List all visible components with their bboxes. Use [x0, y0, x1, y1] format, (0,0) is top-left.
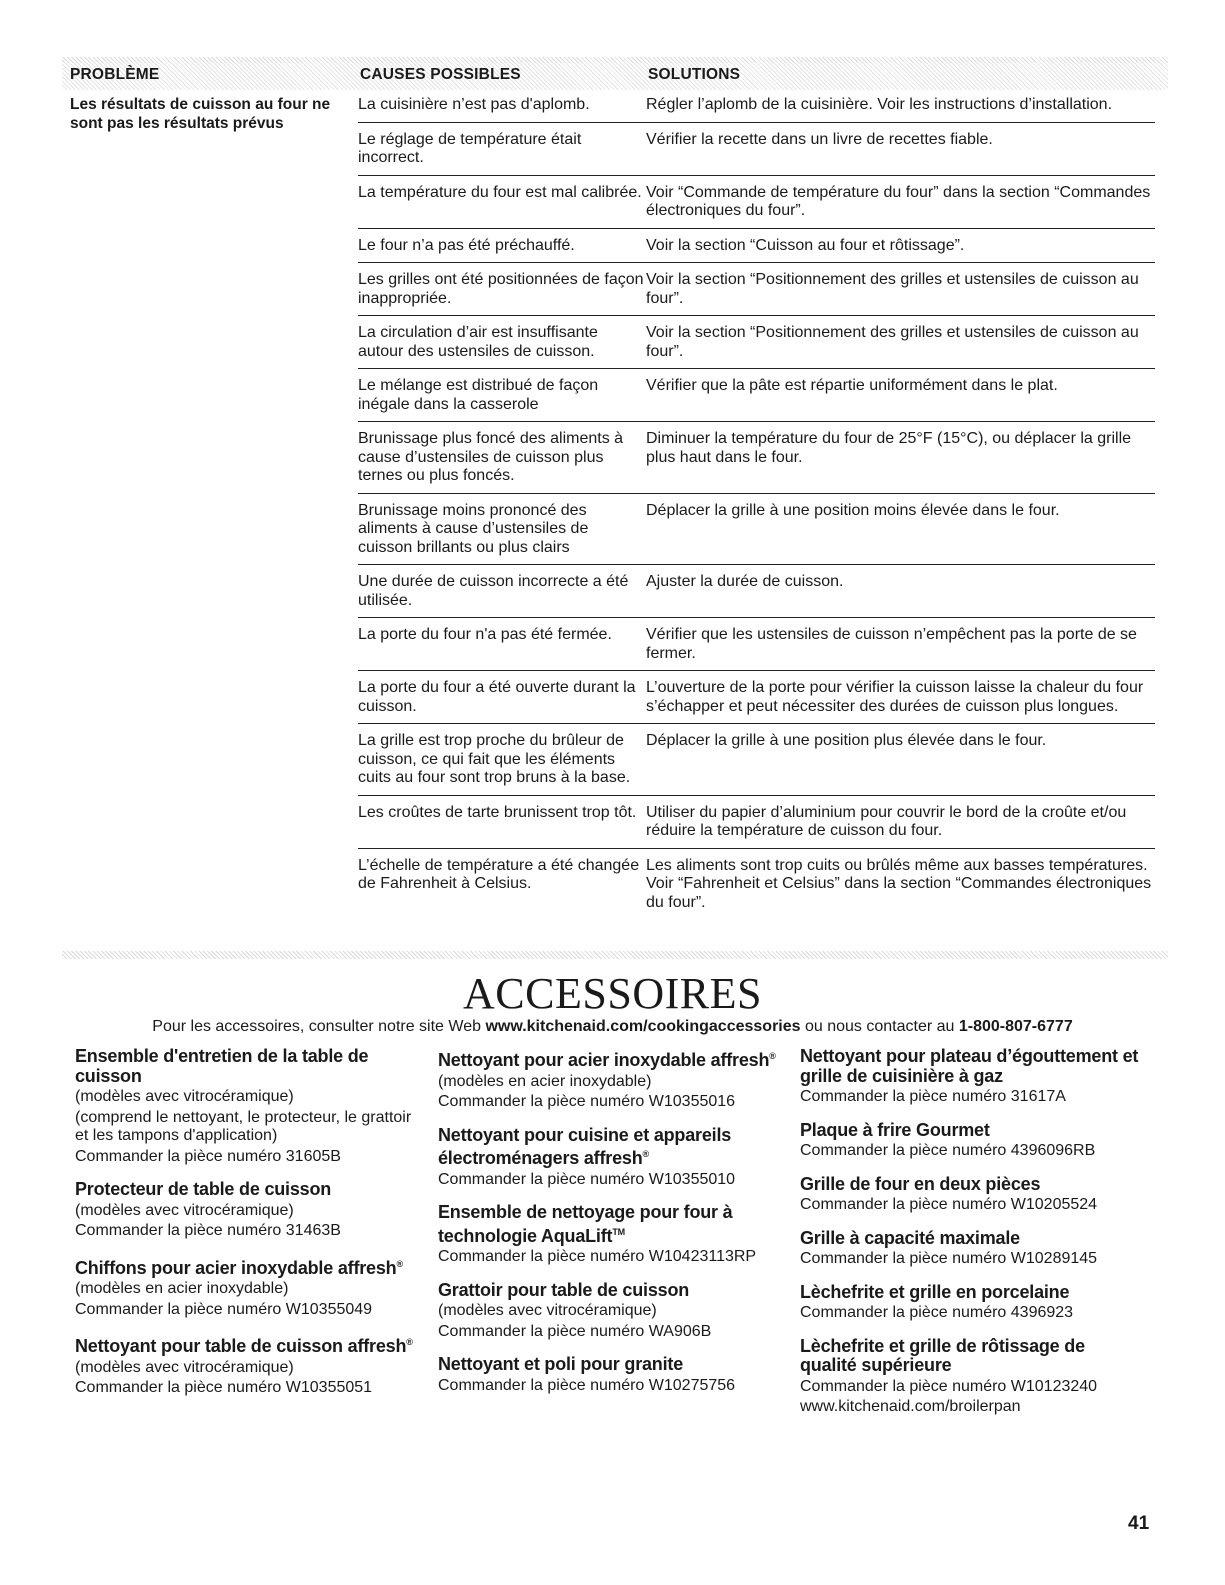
- accessory-item: [800, 1121, 1145, 1161]
- accessories-column-2: [438, 1047, 778, 1409]
- cause-cell: Le mélange est distribué de façon inégale dans la casserole: [358, 377, 599, 413]
- table-row: [358, 565, 1155, 618]
- accessory-title-text: Plaque à frire Gourmet: [800, 1119, 990, 1140]
- accessory-detail: (modèles en acier inoxydable): [438, 1072, 652, 1090]
- solution-cell: Voir la section “Positionnement des grilles et ustensiles de cuisson au four”.: [646, 271, 1139, 307]
- table-row: [358, 724, 1155, 796]
- table-row: [358, 123, 1155, 176]
- accessory-detail: (modèles avec vitrocéramique): [438, 1302, 657, 1319]
- accessory-title-text: Nettoyant pour table de cuisson affresh: [75, 1336, 407, 1356]
- accessory-item: [75, 1180, 415, 1241]
- solution-cell: Déplacer la grille à une position plus élevée dans le four.: [646, 732, 1047, 749]
- accessories-column-1: [75, 1047, 415, 1412]
- accessory-detail: Commander la pièce numéro W10355010: [438, 1170, 736, 1188]
- accessory-title: [438, 1047, 778, 1071]
- accessory-item: [800, 1229, 1145, 1269]
- accessory-title: [800, 1229, 1145, 1249]
- solution-cell: Ajuster la durée de cuisson.: [646, 573, 844, 590]
- cause-cell: Les grilles ont été positionnées de façon inappropriée.: [358, 271, 644, 307]
- accessory-title-text: Lèchefrite et grille en porcelaine: [800, 1281, 1070, 1302]
- accessory-detail: Commander la pièce numéro 31463B: [75, 1222, 341, 1239]
- accessory-detail: Commander la pièce numéro WA906B: [438, 1322, 712, 1340]
- solution-cell: Déplacer la grille à une position moins élevée dans le four.: [646, 501, 1060, 519]
- solution-cell: Voir “Commande de température du four” dans la section “Commandes électroniques du four”.: [646, 183, 1151, 219]
- accessory-title-text: Grattoir pour table de cuisson: [438, 1279, 690, 1300]
- solution-cell: Voir la section “Cuisson au four et rôtissage”.: [646, 236, 965, 254]
- accessory-title: [75, 1047, 415, 1086]
- cause-cell: Brunissage moins prononcé des aliments à cause d’ustensiles de cuisson brillants ou plus clairs: [358, 501, 589, 556]
- cause-cell: Le réglage de température était incorrect.: [358, 130, 582, 166]
- solution-cell: Vérifier que la pâte est répartie uniformément dans le plat.: [646, 377, 1058, 394]
- accessory-title: [438, 1355, 778, 1375]
- accessory-detail: (comprend le nettoyant, le protecteur, le grattoir et les tampons d'application): [75, 1108, 412, 1144]
- accessory-title: [75, 1180, 415, 1200]
- accessory-title-text: Protecteur de table de cuisson: [75, 1179, 332, 1199]
- accessory-detail: Commander la pièce numéro W10123240: [800, 1377, 1098, 1395]
- header-solutions: SOLUTIONS: [648, 66, 741, 83]
- trademark-mark: ®: [642, 1149, 649, 1159]
- accessory-title: [438, 1126, 778, 1169]
- accessory-title: [438, 1281, 778, 1301]
- table-row: [358, 176, 1155, 229]
- accessory-detail: Commander la pièce numéro 31617A: [800, 1088, 1066, 1105]
- cause-cell: Une durée de cuisson incorrecte a été utilisée.: [358, 573, 629, 609]
- accessory-title: [800, 1283, 1145, 1303]
- table-row: [358, 422, 1155, 494]
- solution-cell: Utiliser du papier d’aluminium pour couvrir le bord de la croûte et/ou réduire la température de cuisson du four.: [646, 803, 1127, 839]
- problem-text: Les résultats de cuisson au four ne sont pas les résultats prévus: [70, 96, 331, 132]
- accessory-title: [800, 1121, 1145, 1141]
- cause-cell: La température du four est mal calibrée.: [358, 183, 642, 201]
- table-row: [358, 94, 1155, 123]
- table-row: [358, 229, 1155, 264]
- accessory-detail: Commander la pièce numéro W10289145: [800, 1250, 1098, 1267]
- cause-cell: Le four n’a pas été préchauffé.: [358, 236, 575, 254]
- table-row: [358, 671, 1155, 724]
- solution-cell: Voir la section “Positionnement des grilles et ustensiles de cuisson au four”.: [646, 324, 1139, 360]
- solution-cell: Diminuer la température du four de 25°F (15°C), ou déplacer la grille plus haut dans le four.: [646, 430, 1132, 466]
- accessory-detail: Commander la pièce numéro 4396096RB: [800, 1142, 1096, 1159]
- accessory-detail: (modèles avec vitrocéramique): [75, 1088, 294, 1105]
- accessory-title-text: Nettoyant pour cuisine et appareils électroménagers affresh: [438, 1124, 732, 1168]
- accessories-column-3: [800, 1047, 1145, 1431]
- accessory-title-text: Grille à capacité maximale: [800, 1227, 1020, 1248]
- accessory-item: [438, 1126, 778, 1190]
- accessory-item: [75, 1255, 415, 1320]
- accessory-title-text: Nettoyant pour acier inoxydable affresh: [438, 1050, 770, 1070]
- intro-text-middle: ou nous contacter au: [800, 1018, 959, 1035]
- accessory-title: [800, 1047, 1145, 1086]
- accessory-title-text: Nettoyant et poli pour granite: [438, 1354, 684, 1374]
- table-row: [358, 618, 1155, 671]
- accessory-item: [438, 1355, 778, 1395]
- accessory-item: [438, 1047, 778, 1112]
- cause-cell: La porte du four a été ouverte durant la cuisson.: [358, 679, 636, 715]
- accessories-intro: [0, 1018, 1225, 1036]
- table-row: [358, 316, 1155, 369]
- accessory-title: [800, 1337, 1145, 1376]
- accessory-detail: Commander la pièce numéro W10275756: [438, 1376, 736, 1394]
- accessory-detail: Commander la pièce numéro W10205524: [800, 1196, 1098, 1213]
- accessory-title-text: Ensemble d'entretien de la table de cuisson: [75, 1046, 369, 1086]
- cause-cell: La cuisinière n’est pas d'aplomb.: [358, 96, 590, 113]
- accessory-title-text: Chiffons pour acier inoxydable affresh: [75, 1257, 397, 1278]
- table-row: [358, 849, 1155, 920]
- accessory-title-text: Nettoyant pour plateau d’égouttement et grille de cuisinière à gaz: [800, 1046, 1139, 1086]
- accessory-detail: Commander la pièce numéro 31605B: [75, 1147, 341, 1165]
- accessory-item: [75, 1333, 415, 1398]
- accessory-item: [800, 1337, 1145, 1417]
- table-row: [358, 263, 1155, 316]
- accessory-detail: Commander la pièce numéro W10355049: [75, 1300, 373, 1318]
- accessory-item: [438, 1281, 778, 1342]
- table-rows: [358, 94, 1155, 919]
- accessory-title: [75, 1255, 415, 1279]
- table-row: [358, 369, 1155, 422]
- accessory-detail: Commander la pièce numéro W10355016: [438, 1093, 736, 1110]
- cause-cell: La porte du four n'a pas été fermée.: [358, 626, 612, 643]
- header-causes: CAUSES POSSIBLES: [360, 66, 521, 83]
- cause-cell: Brunissage plus foncé des aliments à cause d’ustensiles de cuisson plus ternes ou plus foncés.: [358, 430, 624, 484]
- accessory-title-text: Lèchefrite et grille de rôtissage de qualité supérieure: [800, 1335, 1085, 1375]
- solution-cell: Vérifier la recette dans un livre de recettes fiable.: [646, 130, 993, 148]
- accessory-title-text: Grille de four en deux pièces: [800, 1173, 1041, 1194]
- solution-cell: Les aliments sont trop cuits ou brûlés même aux basses températures. Voir “Fahrenheit et Celsius” dans la section “Commandes électroniques du four”.: [646, 856, 1152, 911]
- table-bottom-band: [62, 951, 1168, 959]
- accessory-title-text: Ensemble de nettoyage pour four à technologie AquaLift: [438, 1202, 733, 1246]
- accessory-detail: Commander la pièce numéro 4396923: [800, 1304, 1074, 1321]
- accessories-title: ACCESSOIRES: [463, 969, 762, 1018]
- phone-number: 1-800-807-6777: [958, 1018, 1073, 1035]
- trademark-mark: ®: [396, 1258, 403, 1269]
- accessory-detail: Commander la pièce numéro W10355051: [75, 1379, 373, 1396]
- solution-cell: Régler l’aplomb de la cuisinière. Voir les instructions d’installation.: [646, 96, 1113, 113]
- solution-cell: Vérifier que les ustensiles de cuisson n’empêchent pas la porte de se fermer.: [646, 626, 1137, 662]
- accessory-title: [438, 1203, 778, 1246]
- accessory-detail: www.kitchenaid.com/broilerpan: [800, 1398, 1021, 1415]
- accessory-detail: (modèles avec vitrocéramique): [75, 1201, 294, 1219]
- accessory-title: [800, 1175, 1145, 1195]
- trademark-mark: ®: [406, 1337, 413, 1347]
- cause-cell: Les croûtes de tarte brunissent trop tôt.: [358, 803, 637, 821]
- cause-cell: L’échelle de température a été changée de Fahrenheit à Celsius.: [358, 856, 640, 892]
- accessory-title: [75, 1333, 415, 1357]
- accessory-detail: (modèles avec vitrocéramique): [75, 1358, 294, 1376]
- accessory-detail: (modèles en acier inoxydable): [75, 1280, 289, 1297]
- accessory-item: [438, 1203, 778, 1267]
- accessory-item: [800, 1175, 1145, 1215]
- accessories-url-link[interactable]: www.kitchenaid.com/cookingaccessories: [485, 1018, 801, 1035]
- solution-cell: L’ouverture de la porte pour vérifier la cuisson laisse la chaleur du four s’échapper et peut nécessiter des durées de cuisson plus longues.: [646, 679, 1144, 715]
- intro-text: Pour les accessoires, consulter notre site Web: [152, 1018, 486, 1035]
- page-number: 41: [1128, 1513, 1150, 1534]
- trademark-mark: ®: [769, 1051, 776, 1061]
- trademark-mark: TM: [612, 1226, 625, 1237]
- accessory-item: [800, 1283, 1145, 1323]
- table-row: [358, 494, 1155, 566]
- cause-cell: La circulation d’air est insuffisante autour des ustensiles de cuisson.: [358, 324, 598, 360]
- table-row: [358, 796, 1155, 849]
- table-header: [62, 63, 1168, 90]
- accessory-item: [800, 1047, 1145, 1107]
- header-problem: PROBLÈME: [70, 66, 160, 83]
- accessory-item: [75, 1047, 415, 1166]
- cause-cell: La grille est trop proche du brûleur de cuisson, ce qui fait que les éléments cuits au four sont trop bruns à la base.: [358, 732, 631, 786]
- accessory-detail: Commander la pièce numéro W10423113RP: [438, 1248, 757, 1265]
